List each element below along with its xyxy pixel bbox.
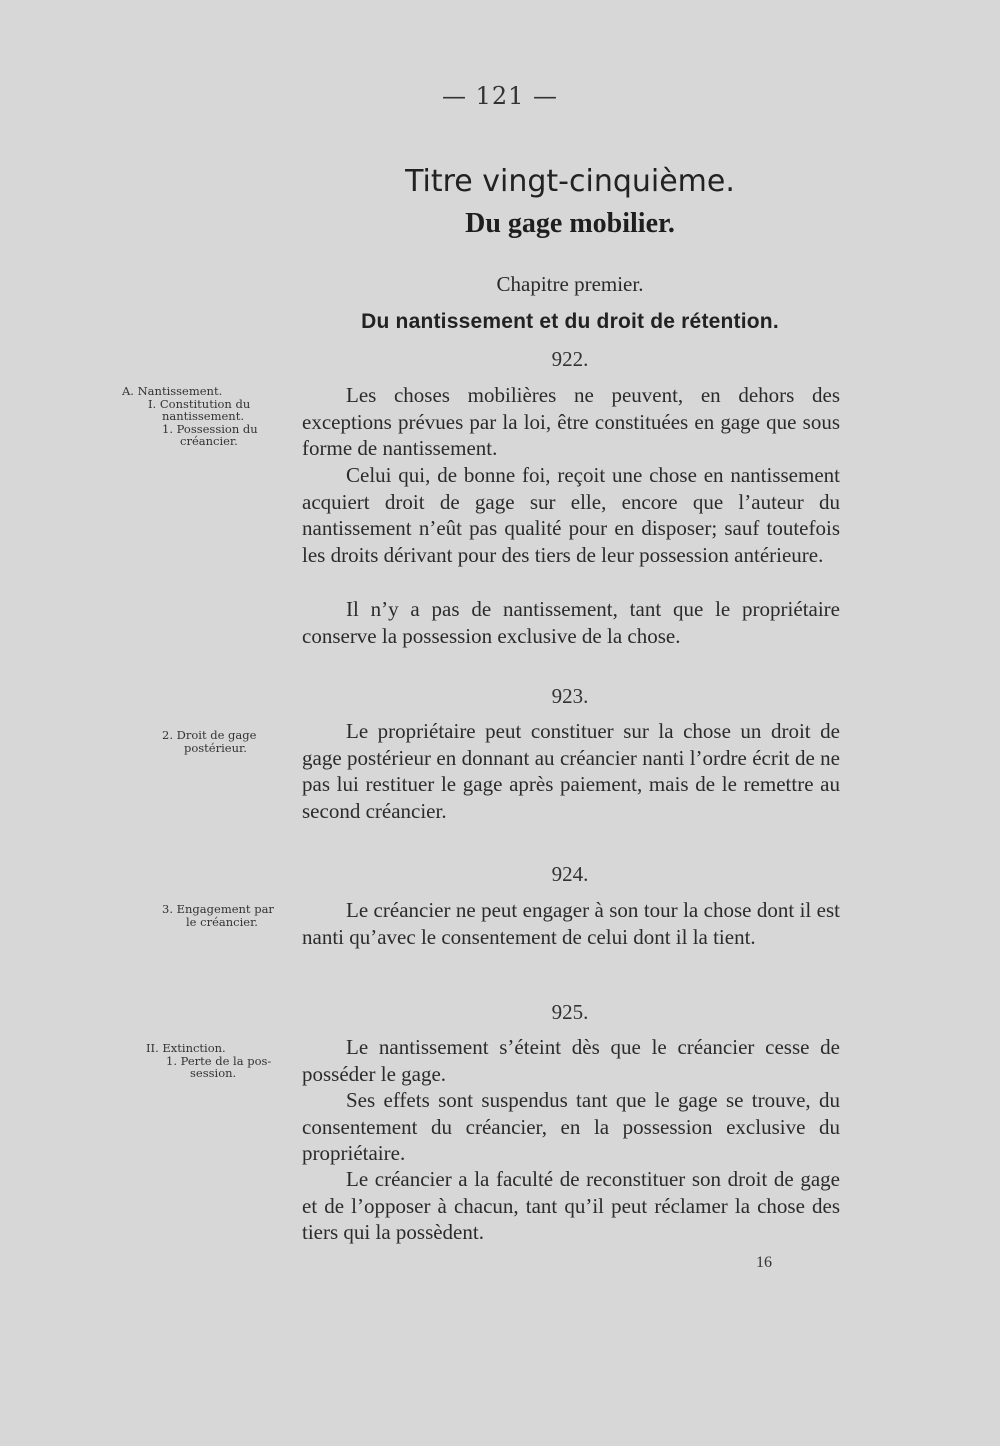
paragraph: Les choses mobilières ne peuvent, en dehors des exceptions prévues par la loi, être constituées en gage que sous forme de nantissement. (302, 383, 840, 460)
margin-note-line: 2. Droit de gage (162, 728, 257, 742)
title: Titre vingt-cinquième. (405, 164, 735, 199)
margin-note-nantissement (122, 385, 292, 448)
margin-note-line: 1. Perte de la pos- (166, 1053, 272, 1068)
paragraph: Le propriétaire peut constituer sur la chose un droit de gage postérieur en donnant au créancier nanti l’ordre écrit de ne pas lui restituer le gage après paiement, mais de le remettre au second créancier. (302, 719, 840, 823)
paragraph: Le créancier ne peut engager à son tour la chose dont il est nanti qu’avec le consentement de celui dont il la tient. (302, 898, 840, 949)
margin-note-line: postérieur. (184, 740, 247, 755)
paragraph: Celui qui, de bonne foi, reçoit une chose en nantissement acquiert droit de gage sur elle, encore que l’auteur du nantissement n’eût pas qualité pour en disposer; sauf toutefois les droits dérivant pour des tiers de leur possession antérieure. (302, 463, 840, 567)
paragraph: Il n’y a pas de nantissement, tant que le propriétaire conserve la possession exclusive de la chose. (302, 597, 840, 648)
article-number: 924. (551, 862, 589, 886)
margin-note-line: nantissement. (162, 409, 244, 423)
article-number: 923. (551, 684, 589, 708)
subtitle: Du gage mobilier. (465, 208, 675, 239)
margin-note-line: le créancier. (186, 914, 258, 929)
chapter-heading: Chapitre premier. (496, 272, 644, 296)
margin-note-line: 3. Engagement par (162, 902, 274, 916)
margin-note-line: créancier. (180, 434, 238, 448)
margin-note-line: I. Constitution du (148, 396, 251, 411)
chapter-title: Du nantissement et du droit de rétention. (361, 310, 779, 333)
folio-signature: 16 (756, 1254, 772, 1271)
article-number: 922. (551, 347, 589, 371)
margin-note-line: 1. Possession du (162, 421, 258, 436)
margin-note-line: A. Nantissement. (122, 384, 223, 398)
margin-note-extinction (146, 1042, 316, 1080)
page-number: — 121 — (441, 82, 559, 110)
margin-note-line: II. Extinction. (146, 1041, 226, 1055)
paragraph: Le nantissement s’éteint dès que le créancier cesse de posséder le gage. (302, 1035, 840, 1086)
paragraph: Le créancier a la faculté de reconstituer son droit de gage et de l’opposer à chacun, tant qu’il peut réclamer la chose des tiers qui la possèdent. (302, 1167, 840, 1244)
margin-note-line: session. (190, 1066, 237, 1080)
paragraph: Ses effets sont suspendus tant que le gage se trouve, du consentement du créancier, en la possession exclusive du propriétaire. (302, 1088, 840, 1165)
article-number: 925. (551, 1000, 589, 1024)
